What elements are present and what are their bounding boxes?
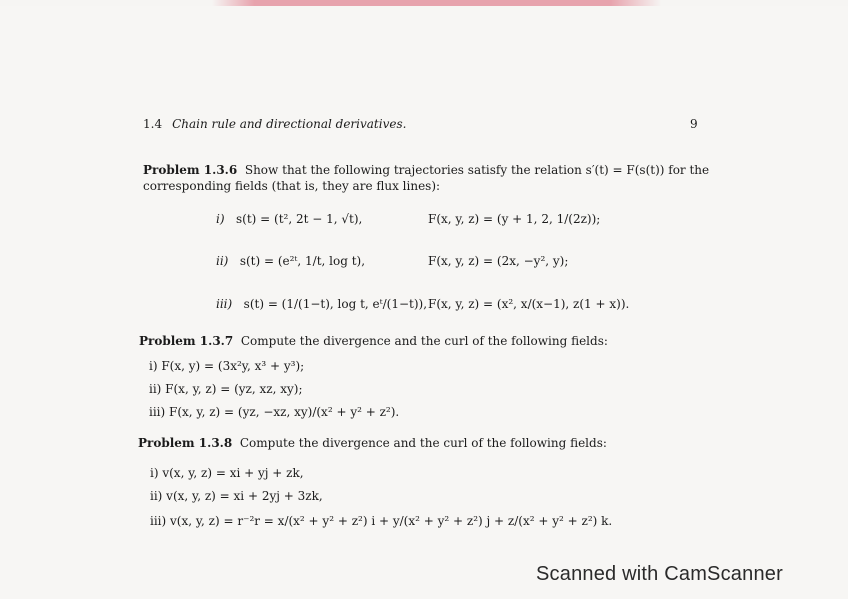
problem-1-3-6-item-ii-trajectory <box>216 254 365 268</box>
problem-label: Problem 1.3.7 <box>139 334 234 348</box>
item-marker: i) <box>216 212 225 226</box>
section-title: Chain rule and directional derivatives. <box>172 117 407 131</box>
problem-1-3-8-item-ii: ii) v(x, y, z) = xi + 2yj + 3zk, <box>150 489 323 503</box>
trajectory-formula: s(t) = (t², 2t − 1, √t), <box>235 212 363 226</box>
trajectory-formula: s(t) = (1/(1−t), log t, eᵗ/(1−t)), <box>243 297 428 311</box>
problem-text: Compute the divergence and the curl of the following fields: <box>240 334 608 348</box>
problem-1-3-7-item-iii: iii) F(x, y, z) = (yz, −xz, xy)/(x² + y² + z²). <box>149 405 400 419</box>
problem-1-3-8-item-iii: iii) v(x, y, z) = r⁻²r = x/(x² + y² + z²) i + y/(x² + y² + z²) j + z/(x² + y² + z²) k. <box>150 514 613 528</box>
trajectory-formula: s(t) = (e²ᵗ, 1/t, log t), <box>239 254 366 268</box>
section-number: 1.4 <box>143 117 163 131</box>
problem-text: Compute the divergence and the curl of the following fields: <box>239 436 607 450</box>
problem-1-3-6-item-iii-trajectory <box>216 297 427 311</box>
problem-text-line2: corresponding fields (that is, they are flux lines): <box>143 179 441 193</box>
camscanner-watermark: Scanned with CamScanner <box>536 563 783 585</box>
page-number: 9 <box>690 117 698 131</box>
problem-1-3-6-item-i-field: F(x, y, z) = (y + 1, 2, 1/(2z)); <box>428 212 601 226</box>
bleed-through-text <box>470 140 474 153</box>
item-marker: iii) <box>216 297 233 311</box>
problem-1-3-7-item-ii: ii) F(x, y, z) = (yz, xz, xy); <box>149 382 303 396</box>
problem-label: Problem 1.3.8 <box>138 436 233 450</box>
section-header <box>143 117 406 131</box>
problem-1-3-6-item-iii-field: F(x, y, z) = (x², x/(x−1), z(1 + x)). <box>428 297 630 311</box>
problem-1-3-8-item-i: i) v(x, y, z) = xi + yj + zk, <box>150 466 304 480</box>
problem-1-3-7-item-i: i) F(x, y) = (3x²y, x³ + y³); <box>149 359 305 373</box>
problem-1-3-6-statement <box>143 163 709 177</box>
problem-1-3-7-statement <box>139 334 608 348</box>
problem-1-3-6-item-ii-field: F(x, y, z) = (2x, −y², y); <box>428 254 569 268</box>
problem-1-3-6-item-i-trajectory <box>216 212 362 226</box>
item-marker: ii) <box>216 254 229 268</box>
problem-text-line1: Show that the following trajectories satisfy the relation s′(t) = F(s(t)) for the <box>244 163 710 177</box>
problem-label: Problem 1.3.6 <box>143 163 238 177</box>
problem-1-3-8-statement <box>138 436 607 450</box>
